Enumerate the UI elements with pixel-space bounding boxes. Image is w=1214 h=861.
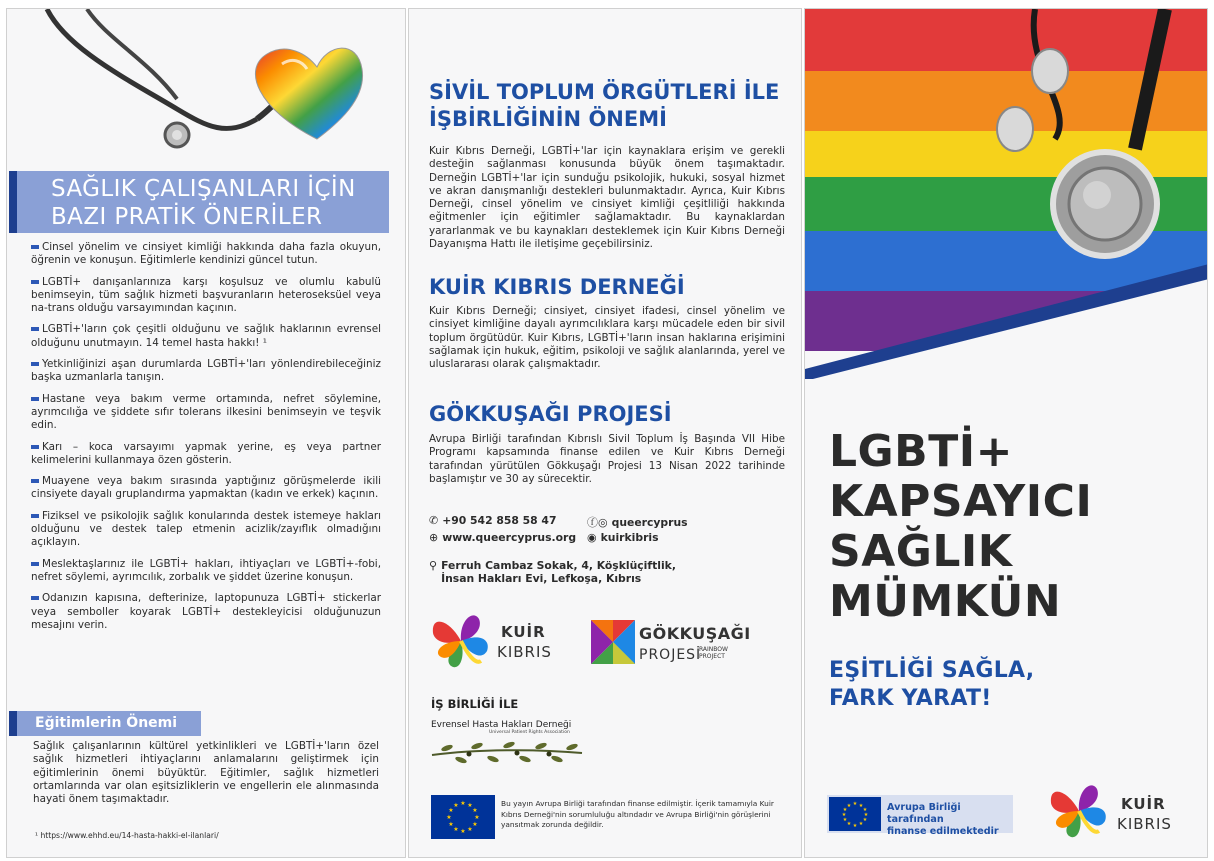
rainbow-flag-stethoscope-photo	[805, 9, 1208, 379]
svg-text:★: ★	[862, 807, 868, 813]
eu-funded-text: Avrupa Birliği tarafından finanse edilmektedir	[887, 802, 999, 837]
twitter-icon: ◉	[587, 531, 597, 544]
right-panel	[804, 8, 1208, 858]
kibris-logo-text: KIBRIS	[1117, 815, 1172, 833]
eu-flag-icon	[829, 797, 881, 831]
phone-contact[interactable]: ✆ +90 542 858 58 47	[429, 514, 557, 527]
svg-text:★: ★	[448, 821, 454, 828]
practical-tips-title: SAĞLIK ÇALIŞANLARI İÇİN BAZI PRATİK ÖNERİLER	[51, 176, 356, 230]
gokkusagi-logo-text: GÖKKUŞAĞI	[639, 624, 751, 643]
tip-item: Hastane veya bakım verme ortamında, nefret söylemine, ayrımcılığa ve şiddete sıfır tolerans ilkesini benimseyin ve teşvik edin.	[31, 392, 381, 432]
svg-text:★: ★	[453, 802, 459, 809]
svg-text:★: ★	[474, 814, 480, 821]
bullet-icon	[31, 397, 39, 401]
svg-text:★: ★	[467, 802, 473, 809]
tip-item: Meslektaşlarınız ile LGBTİ+ hakları, ihtiyaçları ve LGBTİ+-fobi, nefret söylemi, ayrımcılık, zorbalık ve şiddet üzerine konuşun.	[31, 557, 381, 583]
social-link[interactable]: ⓕ◎ queercyprus	[587, 516, 688, 529]
kuir-logo-text: KUİR	[501, 623, 546, 641]
butterfly-icon	[429, 609, 493, 671]
education-text: Sağlık çalışanlarının kültürel yetkinlikleri ve LGBTİ+'ların özel sağlık hizmetleri ihtiyaçlarını anlamalarını geliştirmek için eğitimlerinin önemi büyüktür. Eğitimler, sağlık hizmetleri ortamlarında var olan eşitsizliklerin ve engellerin ele alınmasında hayati önem taşımaktadır.	[33, 740, 379, 806]
kibris-logo-text: KIBRIS	[497, 643, 552, 661]
bullet-icon	[31, 514, 39, 518]
kuir-kibris-logo	[1047, 779, 1177, 841]
butterfly-icon	[1047, 779, 1111, 841]
rainbow-square-icon	[591, 620, 635, 664]
tip-item: Karı – koca varsayımı yapmak yerine, eş veya partner kelimelerini kullanmaya özen gösterin.	[31, 440, 381, 466]
globe-icon: ⊕	[429, 531, 439, 544]
tip-item: Muayene veya bakım sırasında yaptığınız görüşmelerde ikili cinsiyete dayalı gruplandırma yapmaktan (kadın ve erkek) kaçının.	[31, 475, 381, 501]
eu-funded-badge	[827, 795, 1013, 837]
header-stripe	[9, 171, 17, 233]
bullet-icon	[31, 245, 39, 249]
address: ⚲ Ferruh Cambaz Sokak, 4, Köşklüçiftlik, İnsan Hakları Evi, Lefkoşa, Kıbrıs	[429, 559, 676, 585]
tip-item: LGBTİ+ danışanlarınıza karşı koşulsuz ve olumlu kabulü benimseyin, tüm sağlık hizmeti başvuranların heteroseksüel veya na-trans olduğu varsayımından kaçının.	[31, 275, 381, 315]
tip-item: Yetkinliğinizi aşan durumlarda LGBTİ+'ları yönlendirebileceğiniz başka uzmanlarla tanışın.	[31, 358, 381, 384]
svg-text:★: ★	[852, 801, 858, 807]
svg-text:★: ★	[863, 812, 869, 818]
svg-text:★: ★	[842, 817, 848, 823]
svg-text:★: ★	[460, 800, 466, 807]
svg-text:★: ★	[862, 817, 868, 823]
tip-item: Fiziksel ve psikolojik sağlık konularında destek istemeye hakları olduğunu ve destek talep etmenin acizlik/zayıflık olmadığını açıklayın.	[31, 509, 381, 549]
education-header	[9, 711, 201, 736]
education-title: Eğitimlerin Önemi	[35, 715, 178, 731]
practical-tips-header	[9, 171, 389, 233]
website-link[interactable]: ⊕ www.queercyprus.org	[429, 531, 577, 544]
location-pin-icon: ⚲	[429, 559, 438, 572]
rainbow-project-text: Avrupa Birliği tarafından Kıbrıslı Sivil Toplum İş Başında VII Hibe Programı kapsamında finanse edilen ve Kuir Kıbrıs Derneği tarafından yürütülen Gökkuşağı Projesi 13 Nisan 2022 tarihinde başlamıştır ve 30 ay sürecektir.	[429, 433, 785, 485]
rainbow-project-logo	[591, 620, 771, 668]
svg-text:★: ★	[852, 823, 858, 829]
svg-text:★: ★	[842, 807, 848, 813]
svg-text:★: ★	[467, 826, 473, 833]
twitter-link[interactable]: ◉ kuirkibris	[587, 531, 659, 544]
eu-disclaimer: Bu yayın Avrupa Birliği tarafından finanse edilmiştir. İçerik tamamıyla Kuir Kıbrıs Derneği'nin sorumluluğu altındadır ve Avrupa Birliği'nin görüşlerini yansıtmak zorunda değildir.	[501, 799, 774, 829]
projesi-logo-text: PROJESİ	[639, 647, 702, 663]
svg-text:★: ★	[453, 826, 459, 833]
tip-item: Odanızın kapısına, defterinize, laptopunuza LGBTİ+ stickerlar veya semboller koyarak LGBTİ+ destekleyicisi olduğunuzun mesajını verin.	[31, 592, 381, 631]
svg-text:★: ★	[472, 821, 478, 828]
left-panel	[6, 8, 406, 858]
bullet-icon	[31, 362, 39, 366]
bullet-icon	[31, 562, 39, 566]
rainbow-project-logo-text: RAINBOW PROJECT	[699, 646, 728, 660]
svg-text:★: ★	[472, 807, 478, 814]
ngo-cooperation-text: Kuir Kıbrıs Derneği, LGBTİ+'lar için kaynaklara erişim ve gerekli desteğin sağlanması konusunda büyük önem taşımaktadır. Derneğin LGBTİ+'lar için sunduğu psikolojik, hukuki, sosyal hizmet ve akran danışmanlığı destekleri bulunmaktadır. Ayrıca, Kuir Kıbrıs Derneği, cinsel yönelim ve cinsiyet kimliği çeşitliliği hakkında eğitmenler için eğitimler sağlamaktadır. Bu kaynaklardan yararlanmak ve bu kaynakları desteklemek için Kuir Kıbrıs Derneği Dayanışma Hattı ile iletişime geçebilirsiniz.	[429, 145, 785, 251]
svg-text:★: ★	[846, 821, 852, 827]
bullet-icon	[31, 596, 39, 600]
footnote-link[interactable]: ¹ https://www.ehhd.eu/14-hasta-hakki-el-ilanlari/	[35, 831, 219, 840]
bullet-icon	[31, 327, 39, 331]
svg-text:★: ★	[858, 821, 864, 827]
patient-rights-association-subtitle: Universal Patient Rights Association	[489, 730, 570, 735]
rainbow-project-title: GÖKKUŞAĞI PROJESİ	[429, 402, 672, 426]
eu-flag-icon	[431, 795, 495, 839]
tip-item: LGBTİ+'ların çok çeşitli olduğunu ve sağlık haklarının evrensel olduğunu unutmayın. 14 temel hasta hakkı! ¹	[31, 323, 381, 349]
brochure-title: LGBTİ+ KAPSAYICI SAĞLIK MÜMKÜN	[829, 426, 1093, 627]
cooperation-label: İŞ BİRLİĞİ İLE	[431, 697, 519, 711]
svg-text:★: ★	[446, 814, 452, 821]
ngo-cooperation-title: SİVİL TOPLUM ÖRGÜTLERİ İLE İŞBİRLİĞİNİN ÖNEMİ	[429, 80, 780, 131]
olive-branch-icon	[427, 735, 587, 769]
svg-text:★: ★	[841, 812, 847, 818]
brochure-slogan: EŞİTLİĞİ SAĞLA, FARK YARAT!	[829, 658, 1035, 711]
facebook-instagram-icon: ⓕ◎	[587, 516, 608, 529]
bullet-icon	[31, 445, 39, 449]
stethoscope-heart-image	[27, 9, 387, 164]
phone-icon: ✆	[429, 514, 439, 527]
svg-text:★: ★	[460, 828, 466, 835]
header-stripe	[9, 711, 17, 736]
kuir-kibris-text: Kuir Kıbrıs Derneği; cinsiyet, cinsiyet ifadesi, cinsel yönelim ve cinsiyet kimliğine dayalı ayrımcılıklara karşı mücadele eden bir sivil toplum örgütüdür. Kuir Kıbrıs, LGBTİ+'ların insan haklarına erişimini sağlamak için hukuk, eğitim, psikoloji ve sağlık alanlarında, yerel ve uluslararası olarak çalışmaktadır.	[429, 305, 785, 371]
svg-text:★: ★	[846, 803, 852, 809]
svg-text:★: ★	[448, 807, 454, 814]
middle-panel	[408, 8, 802, 858]
bullet-icon	[31, 479, 39, 483]
kuir-logo-text: KUİR	[1121, 795, 1166, 813]
bullet-icon	[31, 280, 39, 284]
kuir-kibris-title: KUİR KIBRIS DERNEĞİ	[429, 275, 685, 299]
patient-rights-association-name: Evrensel Hasta Hakları Derneği	[431, 720, 572, 730]
tips-list	[31, 241, 381, 640]
tip-item: Cinsel yönelim ve cinsiyet kimliği hakkında daha fazla okuyun, öğrenin ve konuşun. Eğitimlerle kendinizi güncel tutun.	[31, 241, 381, 267]
svg-text:★: ★	[858, 803, 864, 809]
kuir-kibris-logo	[429, 609, 559, 671]
